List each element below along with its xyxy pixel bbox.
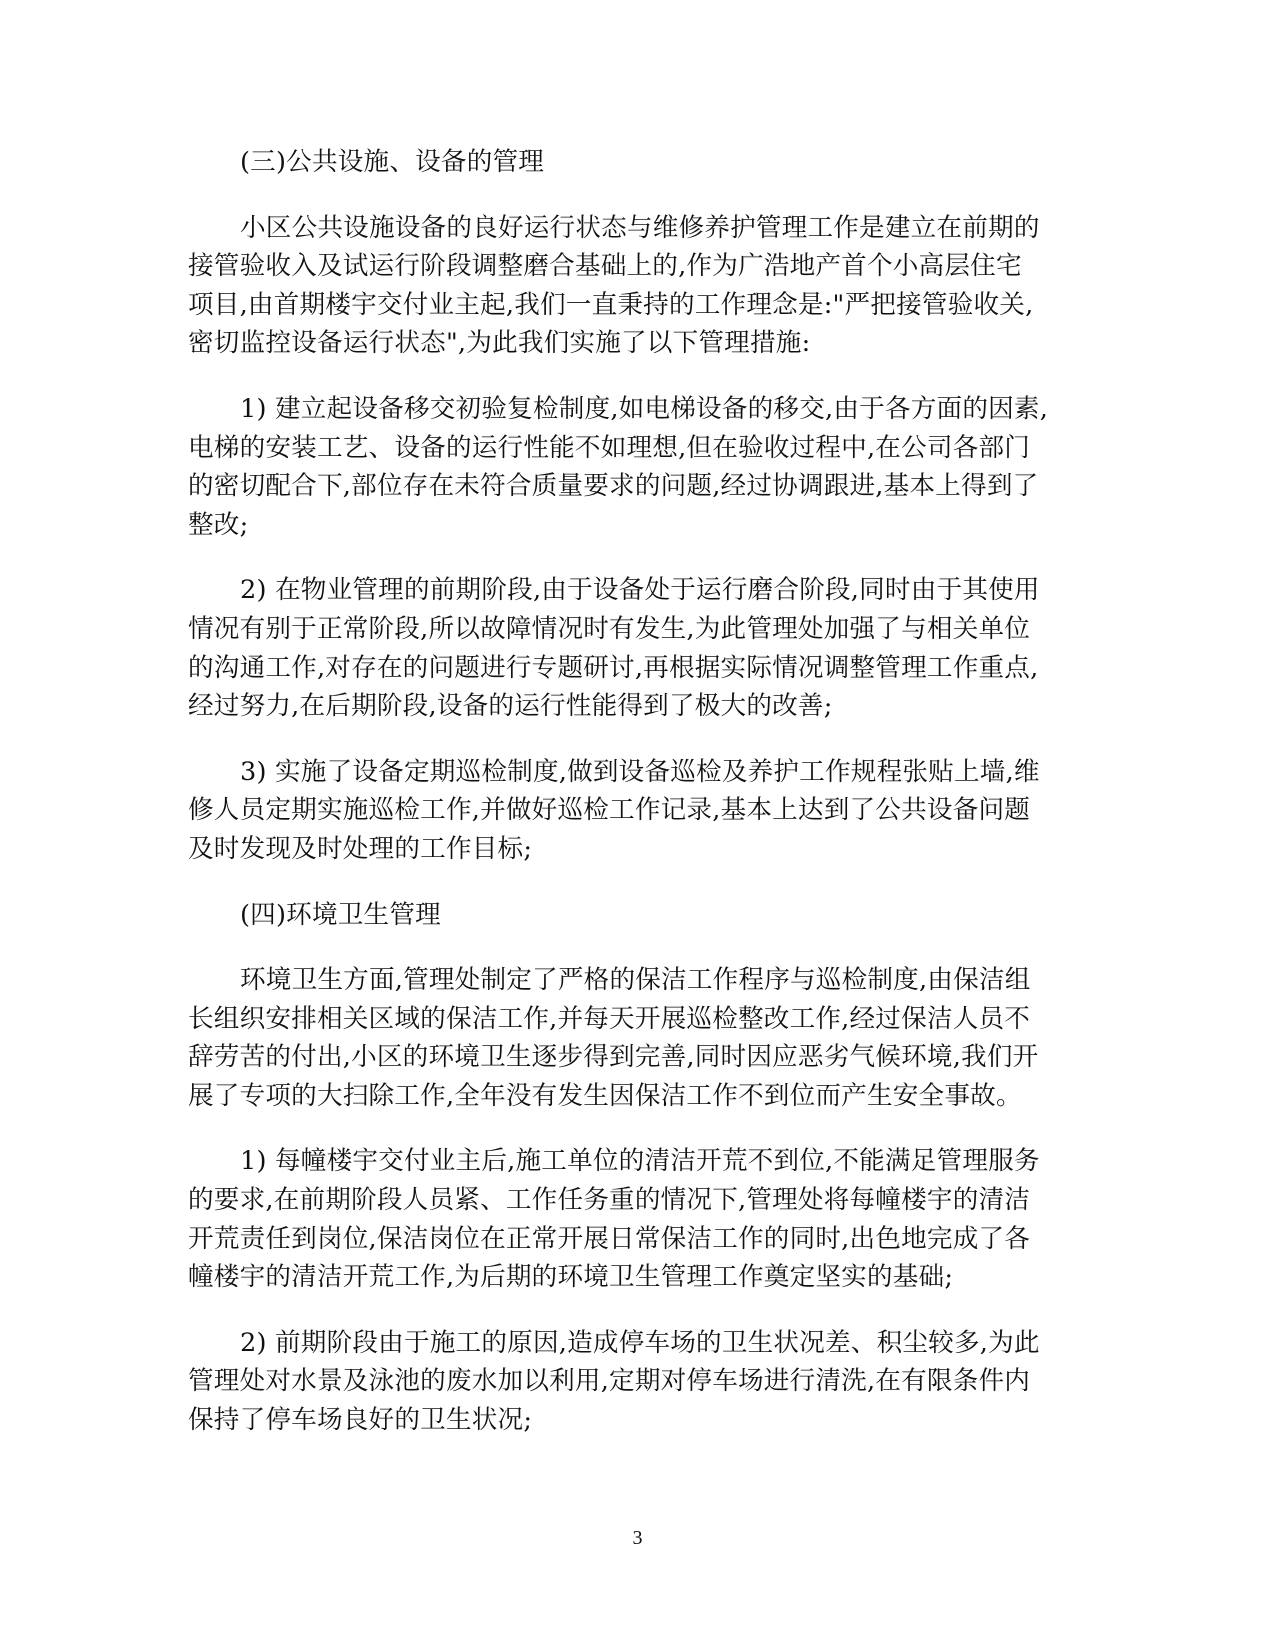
text-line: 项目,由首期楼宇交付业主起,我们一直秉持的工作理念是:"严把接管验收关, xyxy=(188,289,1034,320)
text-line: 环境卫生方面,管理处制定了严格的保洁工作程序与巡检制度,由保洁组 xyxy=(240,965,1031,996)
text-line: 的要求,在前期阶段人员紧、工作任务重的情况下,管理处将每幢楼宇的清洁 xyxy=(188,1185,1031,1216)
text-line: 密切监控设备运行状态",为此我们实施了以下管理措施: xyxy=(188,328,811,359)
text-line: 经过努力,在后期阶段,设备的运行性能得到了极大的改善; xyxy=(188,691,833,722)
section-heading-environment xyxy=(188,896,1093,935)
text-line: 及时发现及时处理的工作目标; xyxy=(188,833,533,864)
text-line: 整改; xyxy=(188,509,249,540)
paragraph-public-facilities-intro xyxy=(188,209,1093,363)
paragraph-environment-intro xyxy=(188,961,1093,1115)
page-number: 3 xyxy=(632,1527,643,1549)
paragraph-measure-2 xyxy=(188,571,1093,725)
document-body xyxy=(188,143,1093,1467)
text-line: 电梯的安装工艺、设备的运行性能不如理想,但在验收过程中,在公司各部门 xyxy=(188,432,1031,463)
text-line: 的沟通工作,对存在的问题进行专题研讨,再根据实际情况调整管理工作重点, xyxy=(188,652,1039,683)
text-line: 展了专项的大扫除工作,全年没有发生因保洁工作不到位而产生安全事故。 xyxy=(188,1080,1022,1111)
paragraph-measure-1 xyxy=(188,390,1093,544)
text-line: 小区公共设施设备的良好运行状态与维修养护管理工作是建立在前期的 xyxy=(240,212,1040,243)
paragraph-environment-2 xyxy=(188,1324,1093,1440)
text-line: 开荒责任到岗位,保洁岗位在正常开展日常保洁工作的同时,出色地完成了各 xyxy=(188,1223,1031,1254)
text-line: 1) 每幢楼宇交付业主后,施工单位的清洁开荒不到位,不能满足管理服务 xyxy=(240,1146,1040,1177)
text-line: 2) 前期阶段由于施工的原因,造成停车场的卫生状况差、积尘较多,为此 xyxy=(240,1327,1040,1358)
text-line: 保持了停车场良好的卫生状况; xyxy=(188,1405,533,1436)
text-line: 辞劳苦的付出,小区的环境卫生逐步得到完善,同时因应恶劣气候环境,我们开 xyxy=(188,1042,1039,1073)
text-line: (四)环境卫生管理 xyxy=(240,899,441,930)
text-line: 修人员定期实施巡检工作,并做好巡检工作记录,基本上达到了公共设备问题 xyxy=(188,795,1031,826)
text-line: 幢楼宇的清洁开荒工作,为后期的环境卫生管理工作奠定坚实的基础; xyxy=(188,1262,954,1293)
text-line: 情况有别于正常阶段,所以故障情况时有发生,为此管理处加强了与相关单位 xyxy=(188,613,1031,644)
text-line: 的密切配合下,部位存在未符合质量要求的问题,经过协调跟进,基本上得到了 xyxy=(188,471,1039,502)
text-line: 长组织安排相关区域的保洁工作,并每天开展巡检整改工作,经过保洁人员不 xyxy=(188,1003,1031,1034)
text-line: 1) 建立起设备移交初验复检制度,如电梯设备的移交,由于各方面的因素, xyxy=(240,393,1049,424)
text-line: 接管验收入及试运行阶段调整磨合基础上的,作为广浩地产首个小高层住宅 xyxy=(188,251,1022,282)
section-heading-public-facilities xyxy=(188,143,1093,182)
text-line: 3) 实施了设备定期巡检制度,做到设备巡检及养护工作规程张贴上墙,维 xyxy=(240,756,1040,787)
paragraph-environment-1 xyxy=(188,1142,1093,1296)
text-line: (三)公共设施、设备的管理 xyxy=(240,147,545,177)
paragraph-measure-3 xyxy=(188,753,1093,869)
text-line: 管理处对水景及泳池的废水加以利用,定期对停车场进行清洗,在有限条件内 xyxy=(188,1366,1031,1397)
text-line: 2) 在物业管理的前期阶段,由于设备处于运行磨合阶段,同时由于其使用 xyxy=(240,575,1040,606)
